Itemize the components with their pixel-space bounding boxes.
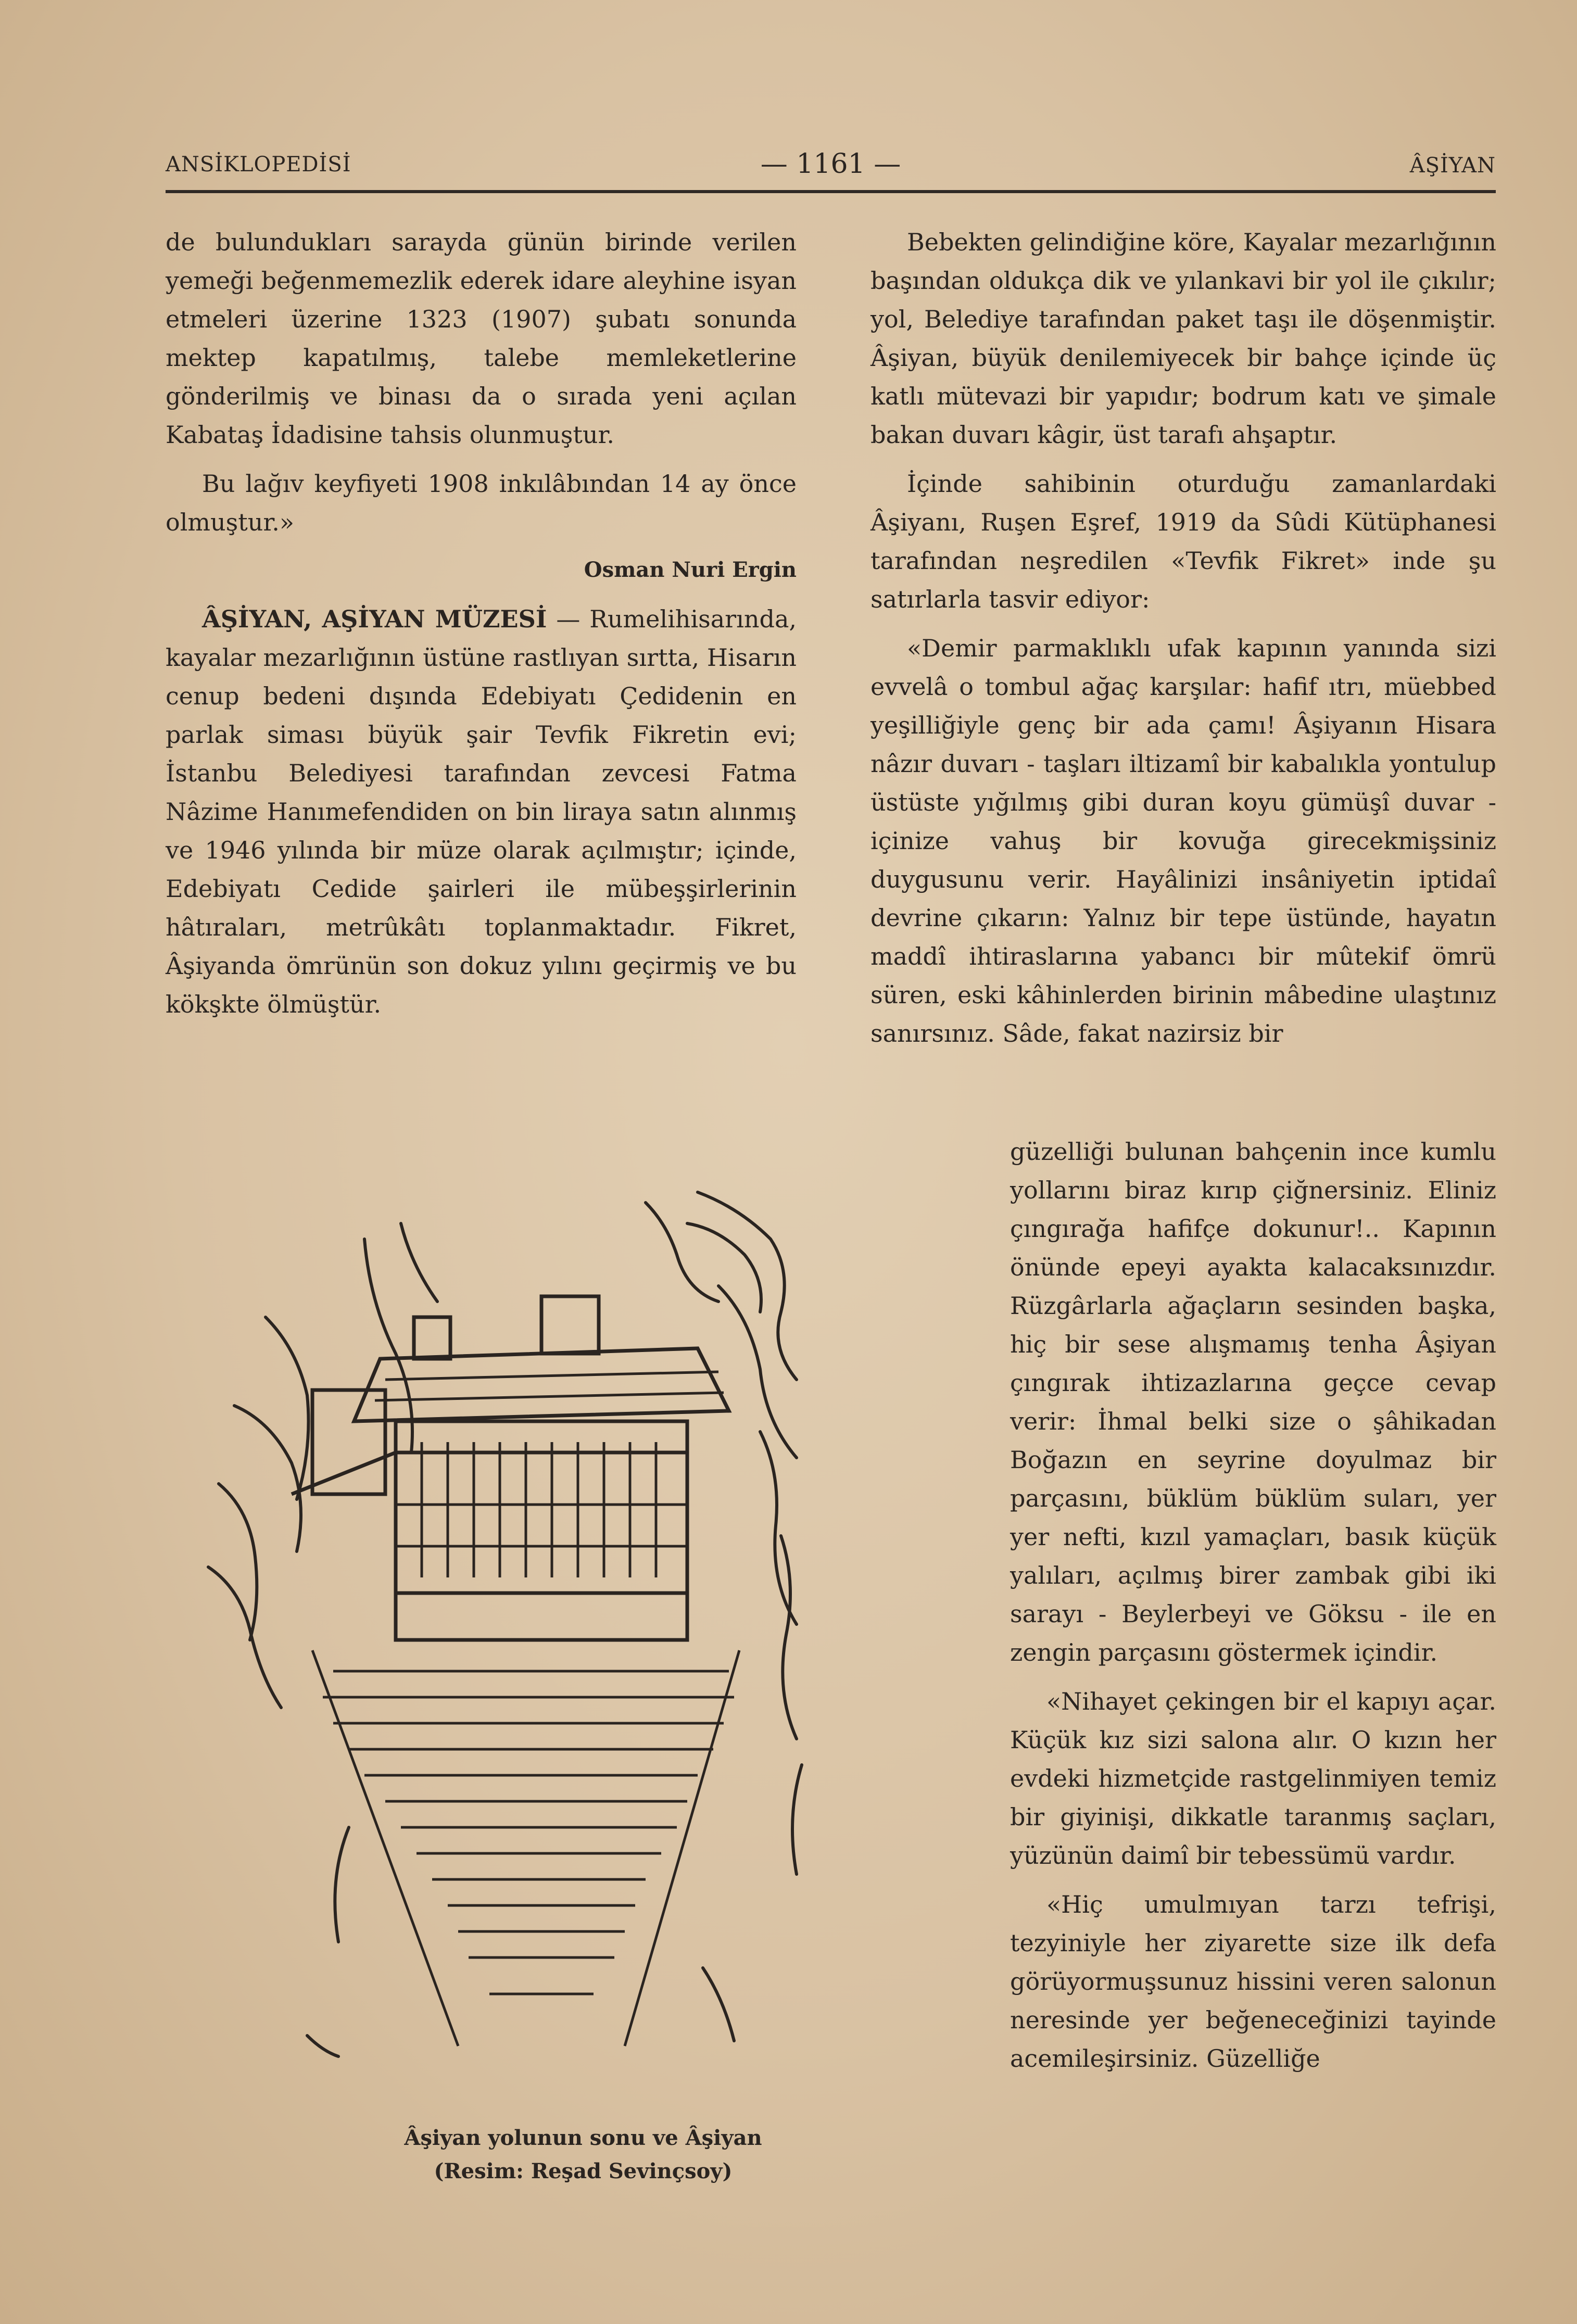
caption-title: Âşiyan yolunun sonu ve Âşiyan: [404, 2126, 762, 2150]
right-column-lower: [1010, 1132, 1496, 2078]
author-signature: Osman Nuri Ergin: [584, 558, 797, 582]
right-paragraph-2: İçinde sahibinin oturduğu zamanlardaki Âşiyanı, Ruşen Eşref, 1919 da Sûdi Kütüphanesi tarafından neşredilen «Tevfik Fikret» inde şu satırlarla tasvir ediyor:: [870, 470, 1496, 613]
right-column: [870, 223, 1496, 1053]
right-paragraph-1: Bebekten gelindiğine köre, Kayalar mezarlığının başından oldukça dik ve yılankavi bir yol ile çıkılır; yol, Belediye tarafından paket taşı ile döşenmiştir. Âşiyan, büyük denilemiyecek bir bahçe içinde üç katlı mütevazi bir yapıdır; bodrum katı ve şimale bakan duvarı kâgir, üst tarafı ahşaptır.: [870, 228, 1496, 449]
entry-text: — Rumelihisarında, kayalar mezarlığının üstüne rastlıyan sırtta, Hisarın cenup bedeni dışında Edebiyatı Çedidenin en parlak siması büyük şair Tevfik Fikretin evi; İstanbu Belediyesi tarafından zevcesi Fatma Nâzime Hanımefendiden on bin liraya satın alınmış ve 1946 yılında bir müze olarak açılmıştır; içinde, Edebiyatı Cedide şairleri ile mübeşşirlerinin hâtıraları, metrûkâtı toplanmaktadır. Fikret, Âşiyanda ömrünün son dokuz yılını geçirmiş ve bu kökşkte ölmüştür.: [166, 605, 797, 1018]
header-rule: [166, 190, 1496, 193]
left-paragraph-2: Bu lağıv keyfiyeti 1908 inkılâbından 14 ay önce olmuştur.»: [166, 470, 797, 536]
running-head-right: ÂŞİYAN: [1409, 154, 1496, 178]
right-paragraph-5: «Hiç umulmıyan tarzı tefrişi, tezyiniyle her ziyarette size ilk defa görüyormuşsunuz hissini veren salonun neresinde yer beğeneceğinizi tayinde acemileşirsiniz. Güzelliğe: [1010, 1890, 1496, 2073]
entry-paragraph: [166, 600, 797, 1024]
right-paragraph-3: «Demir parmaklıklı ufak kapının yanında sizi evvelâ o tombul ağaç karşılar: hafif ıtrı, müebbed yeşilliğiyle genç bir ada çamı! Âşiyanın Hisara nâzır duvarı - taşları iltizamî bir kabalıkla yontulup üstüste yığılmış gibi duran koyu gümüşî duvar - içinize vahuş bir kovuğa girecekmişsiniz duygusunu verir. Hayâlinizi insâniyetin iptidaî devrine çıkarın: Yalnız bir tepe üstünde, hayatın maddî ihtiraslarına yabancı bir mûtekif ömrü süren, eski kâhinlerden birinin mâbedine ulaştınız sanırsınız. Sâde, fakat nazirsiz bir: [870, 634, 1496, 1047]
right-paragraph-4: «Nihayet çekingen bir el kapıyı açar. Küçük kız sizi salona alır. O kızın her evdeki hizmetçide rastgelinmiyen temiz bir giyinişi, dikkatle taranmış saçları, yüzünün daimî bir tebessümü vardır.: [1010, 1687, 1496, 1870]
right-paragraph-3-continued: güzelliği bulunan bahçenin ince kumlu yollarını biraz kırıp çiğnersiniz. Eliniz çıngırağa hafifçe dokunur!.. Kapının önünde epeyi ayakta kalacaksınızdır. Rüzgârlarla ağaçların sesinden başka, hiç bir sese alışmamış tenha Âşiyan çıngırak ihtizazlarına geçce cevap verir: İhmal belki size o şâhikadan Boğazın en seyrine doyulmaz bir parçasını, büklüm büklüm suları, yer yer nefti, kızıl yamaçları, basık küçük yalıları, açılmış birer zambak gibi iki sarayı - Beylerbeyi ve Göksu - ile en zengin parçasını göstermek içindir.: [1010, 1138, 1496, 1666]
entry-title: ÂŞİYAN, AŞİYAN MÜZESİ: [202, 605, 547, 633]
page-number: — 1161 —: [760, 148, 901, 180]
caption-credit: (Resim: Reşad Sevinçsoy): [434, 2159, 733, 2183]
left-column: [166, 223, 797, 1024]
left-paragraph-1: de bulundukları sarayda günün birinde verilen yemeği beğenmemezlik ederek idare aleyhine isyan etmeleri üzerine 1323 (1907) şubatı sonunda mektep kapatılmış, talebe memleketlerine gönderilmiş ve binası da o sırada yeni açılan Kabataş İdadisine tahsis olunmuştur.: [166, 228, 797, 449]
page-header: [166, 148, 1496, 190]
house-illustration: [177, 1161, 875, 2108]
running-head-left: ANSİKLOPEDİSİ: [166, 153, 351, 176]
figure-caption: [312, 2121, 854, 2188]
